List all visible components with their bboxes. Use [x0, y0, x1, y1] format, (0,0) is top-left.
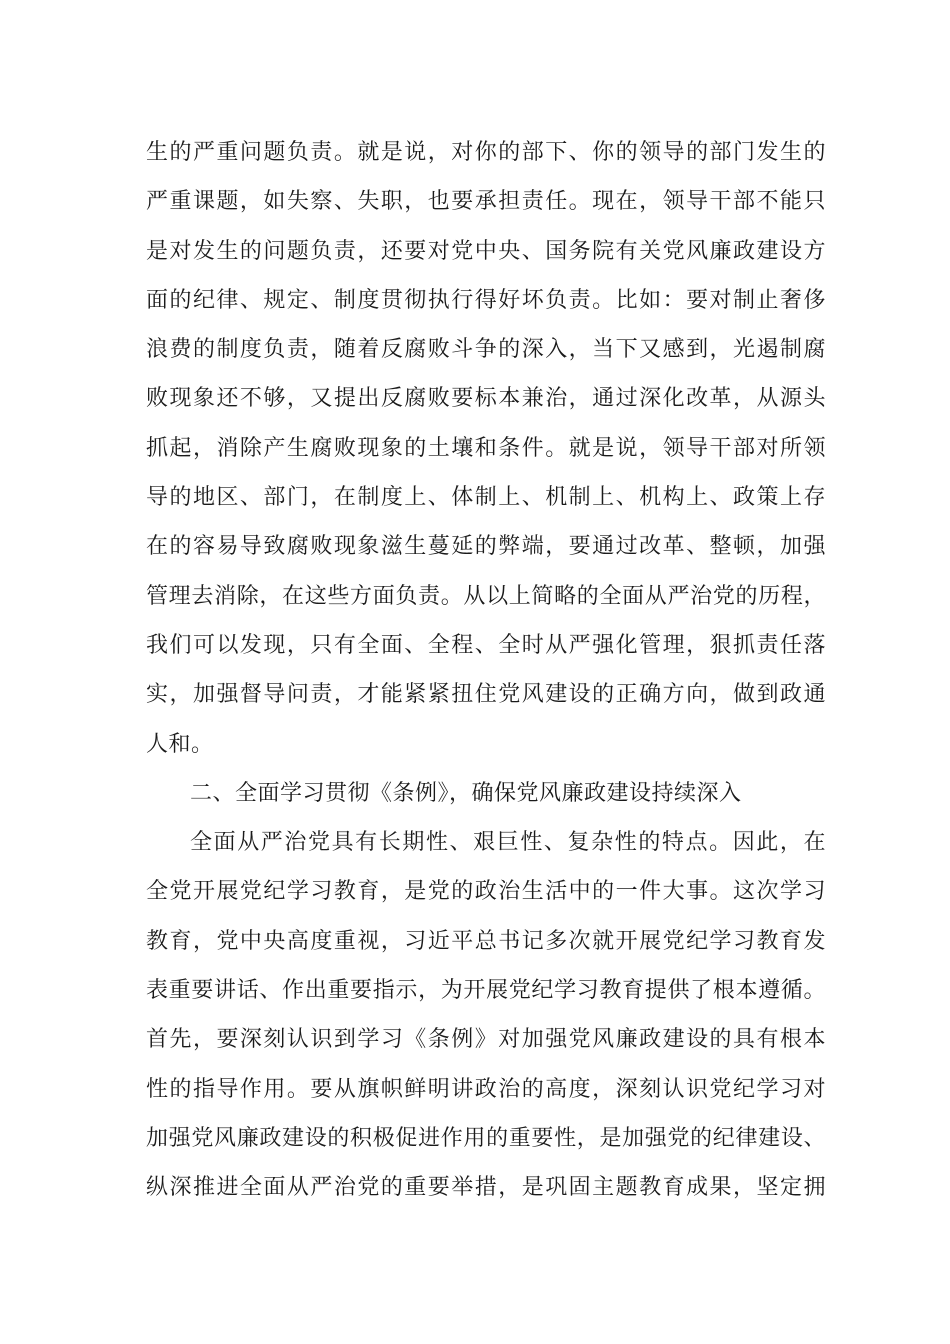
text-line: 加强党风廉政建设的积极促进作用的重要性，是加强党的纪律建设、	[146, 1125, 826, 1151]
text-line: 管理去消除，在这些方面负责。从以上简略的全面从严治党的历程，	[146, 583, 826, 609]
text-line: 性的指导作用。要从旗帜鲜明讲政治的高度，深刻认识党纪学习对	[146, 1076, 826, 1102]
text-line: 严重课题，如失察、失职，也要承担责任。现在，领导干部不能只	[146, 189, 826, 215]
body-text	[146, 128, 826, 1213]
text-line: 导的地区、部门，在制度上、体制上、机制上、机构上、政策上存	[146, 485, 826, 511]
text-line: 人和。	[146, 731, 214, 757]
text-line: 我们可以发现，只有全面、全程、全时从严强化管理，狠抓责任落	[146, 632, 826, 658]
text-line: 全党开展党纪学习教育，是党的政治生活中的一件大事。这次学习	[146, 879, 826, 905]
text-line: 败现象还不够，又提出反腐败要标本兼治，通过深化改革，从源头	[146, 386, 826, 412]
text-line: 抓起，消除产生腐败现象的土壤和条件。就是说，领导干部对所领	[146, 435, 826, 461]
text-line: 全面从严治党具有长期性、艰巨性、复杂性的特点。因此，在	[190, 830, 826, 856]
text-line: 纵深推进全面从严治党的重要举措，是巩固主题教育成果，坚定拥	[146, 1175, 826, 1201]
text-line: 首先，要深刻认识到学习《条例》对加强党风廉政建设的具有根本	[146, 1027, 826, 1053]
text-line: 浪费的制度负责，随着反腐败斗争的深入，当下又感到，光遏制腐	[146, 337, 826, 363]
text-line: 面的纪律、规定、制度贯彻执行得好坏负责。比如：要对制止奢侈	[146, 287, 826, 313]
text-line: 是对发生的问题负责，还要对党中央、国务院有关党风廉政建设方	[146, 238, 826, 264]
text-line: 生的严重问题负责。就是说，对你的部下、你的领导的部门发生的	[146, 140, 826, 165]
text-line: 在的容易导致腐败现象滋生蔓延的弊端，要通过改革、整顿，加强	[146, 534, 826, 560]
text-line: 教育，党中央高度重视，习近平总书记多次就开展党纪学习教育发	[146, 928, 826, 954]
section-heading: 二、全面学习贯彻《条例》，确保党风廉政建设持续深入	[190, 780, 742, 806]
text-line: 表重要讲话、作出重要指示，为开展党纪学习教育提供了根本遵循。	[146, 978, 826, 1004]
text-line: 实，加强督导问责，才能紧紧扭住党风建设的正确方向，做到政通	[146, 682, 826, 708]
